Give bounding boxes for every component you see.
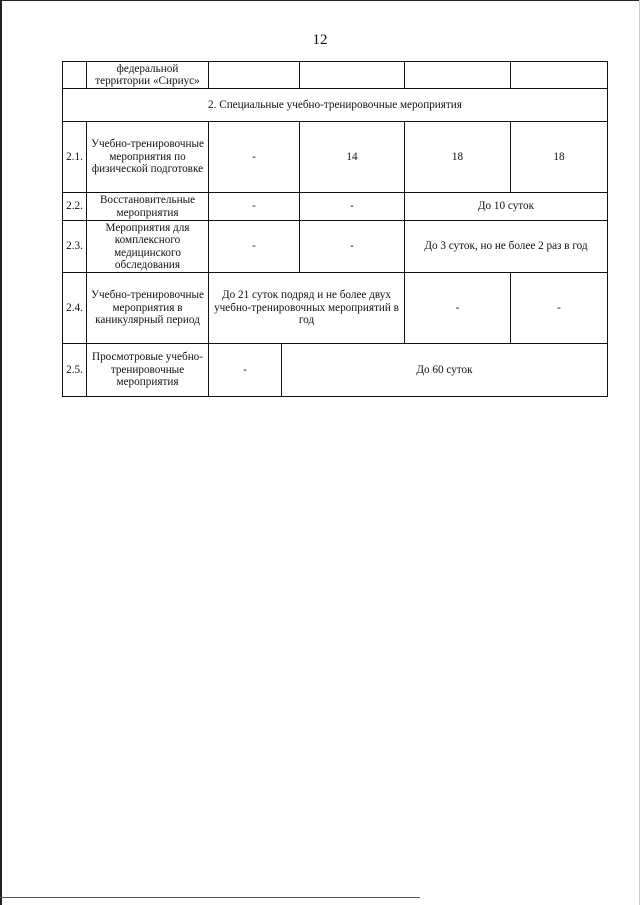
events-table xyxy=(62,61,608,397)
cell: 18 xyxy=(511,122,608,193)
table-row-continued xyxy=(63,62,608,89)
row-number: 2.2. xyxy=(63,193,87,221)
table-row-2-5 xyxy=(63,344,608,397)
cell: - xyxy=(300,221,405,273)
row-name: Восстановительные мероприятия xyxy=(87,193,209,221)
cell xyxy=(300,62,405,89)
row-name: федеральной территории «Сириус» xyxy=(87,62,209,89)
cell: 14 xyxy=(300,122,405,193)
cell: 18 xyxy=(405,122,511,193)
cell xyxy=(511,62,608,89)
cell: - xyxy=(209,344,282,397)
scan-edge-bottom xyxy=(0,897,420,898)
scan-edge-top xyxy=(0,0,640,1)
table-row-2-4 xyxy=(63,273,608,344)
page-number: 12 xyxy=(312,32,328,48)
row-number: 2.1. xyxy=(63,122,87,193)
scan-edge-left xyxy=(0,0,2,905)
section-title: 2. Специальные учебно-тренировочные мероприятия xyxy=(63,89,608,122)
merged-cell: До 10 суток xyxy=(405,193,608,221)
cell: - xyxy=(209,221,300,273)
cell: - xyxy=(300,193,405,221)
row-number: 2.5. xyxy=(63,344,87,397)
row-number xyxy=(63,62,87,89)
cell xyxy=(405,62,511,89)
cell: - xyxy=(209,193,300,221)
row-number: 2.3. xyxy=(63,221,87,273)
cell: - xyxy=(511,273,608,344)
merged-cell: До 21 суток подряд и не более двух учебно-тренировочных мероприятий в год xyxy=(209,273,405,344)
table-row-2-3 xyxy=(63,221,608,273)
merged-cell: До 60 суток xyxy=(282,344,608,397)
table-row-2-1 xyxy=(63,122,608,193)
row-name: Учебно-тренировочные мероприятия в каникулярный период xyxy=(87,273,209,344)
merged-cell: До 3 суток, но не более 2 раз в год xyxy=(405,221,608,273)
cell: - xyxy=(209,122,300,193)
row-number: 2.4. xyxy=(63,273,87,344)
row-name: Просмотровые учебно-тренировочные мероприятия xyxy=(87,344,209,397)
cell: - xyxy=(405,273,511,344)
cell xyxy=(209,62,300,89)
row-name: Учебно-тренировочные мероприятия по физической подготовке xyxy=(87,122,209,193)
row-name: Мероприятия для комплексного медицинского обследования xyxy=(87,221,209,273)
table-row-2-2 xyxy=(63,193,608,221)
section-row xyxy=(63,89,608,122)
